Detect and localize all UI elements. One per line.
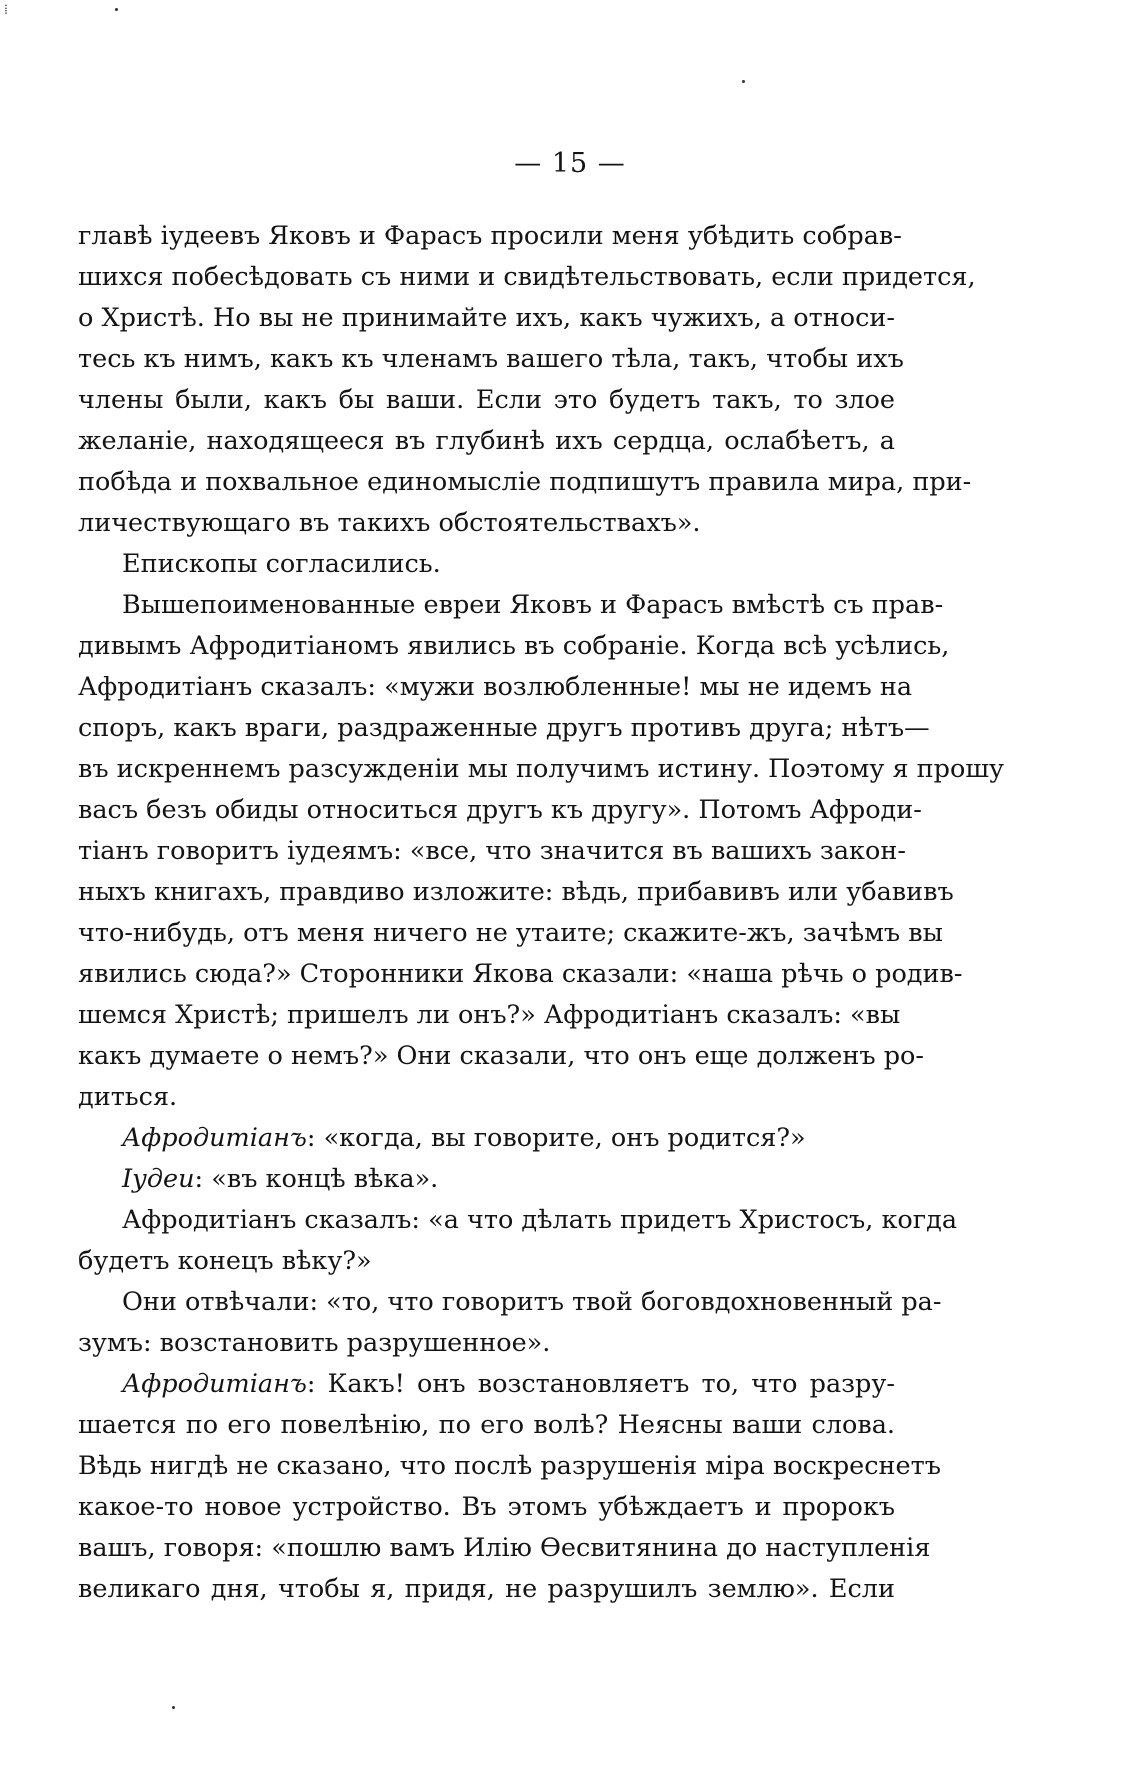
dialogue-text: : «въ концѣ вѣка». bbox=[194, 1164, 439, 1194]
scan-speck bbox=[172, 1706, 175, 1709]
dialogue-text: : «когда, вы говорите, онъ родится?» bbox=[306, 1123, 806, 1153]
text-line: тіанъ говоритъ іудеямъ: «все, что значится въ вашихъ закон- bbox=[78, 836, 906, 866]
page-number: — 15 — bbox=[514, 148, 626, 179]
speaker-name: Афродитіанъ bbox=[122, 1369, 307, 1399]
text-line: зумъ: возстановить разрушенное». bbox=[78, 1328, 551, 1358]
dialogue-line bbox=[78, 1364, 895, 1405]
dialogue-line bbox=[78, 1118, 895, 1159]
text-line: члены были, какъ бы ваши. Если это будетъ такъ, то злое bbox=[78, 385, 895, 415]
speaker-name: Афродитіанъ bbox=[122, 1123, 307, 1153]
text-line: споръ, какъ враги, раздраженные другъ противъ друга; нѣтъ— bbox=[78, 713, 930, 743]
text-line: побѣда и похвальное единомысліе подпишутъ правила мира, при- bbox=[78, 467, 972, 497]
text-line: диться. bbox=[78, 1082, 178, 1112]
text-line: Афродитіанъ сказалъ: «мужи возлюбленные! мы не идемъ на bbox=[78, 672, 913, 702]
dialogue-text: : Какъ! онъ возстановляетъ то, что разру- bbox=[306, 1369, 895, 1399]
text-line: Вѣдь нигдѣ не сказано, что послѣ разрушенія міра воскреснетъ bbox=[78, 1451, 941, 1481]
speaker-name: Іудеи bbox=[122, 1164, 195, 1194]
text-line: тесь къ нимъ, какъ къ членамъ вашего тѣла, такъ, чтобы ихъ bbox=[78, 344, 904, 374]
scan-speck-mark: ⁞ bbox=[4, 2, 8, 18]
dialogue-line bbox=[78, 1159, 895, 1200]
text-line: въ искреннемъ разсужденіи мы получимъ истину. Поэтому я прошу bbox=[78, 754, 1005, 784]
text-line: шемся Христѣ; пришелъ ли онъ?» Афродитіанъ сказалъ: «вы bbox=[78, 1000, 901, 1030]
scan-speck bbox=[742, 80, 745, 83]
page-body-text bbox=[78, 216, 1005, 1610]
text-line: шихся побесѣдовать съ ними и свидѣтельствовать, если придется, bbox=[78, 262, 976, 292]
text-line: желаніе, находящееся въ глубинѣ ихъ сердца, ослабѣетъ, а bbox=[78, 426, 895, 456]
text-line: о Христѣ. Но вы не принимайте ихъ, какъ чужихъ, а относи- bbox=[78, 303, 895, 333]
text-line: великаго дня, чтобы я, придя, не разрушилъ землю». Если bbox=[78, 1574, 895, 1604]
text-line: шается по его повелѣнію, по его волѣ? Неясны ваши слова. bbox=[78, 1410, 895, 1440]
paragraph-line: Епископы согласились. bbox=[122, 549, 441, 579]
text-line: васъ безъ обиды относиться другъ къ другу». Потомъ Афроди- bbox=[78, 795, 922, 825]
paragraph-line: Они отвѣчали: «то, что говоритъ твой боговдохновенный ра- bbox=[122, 1287, 942, 1317]
text-line: явились сюда?» Сторонники Якова сказали: «наша рѣчь о родив- bbox=[78, 959, 963, 989]
paragraph-line: Афродитіанъ сказалъ: «а что дѣлать придетъ Христосъ, когда bbox=[122, 1205, 958, 1235]
text-line: вашъ, говоря: «пошлю вамъ Илію Ѳесвитянина до наступленія bbox=[78, 1533, 931, 1563]
text-line: что-нибудь, отъ меня ничего не утаите; скажите-жъ, зачѣмъ вы bbox=[78, 918, 943, 948]
text-line: какое-то новое устройство. Въ этомъ убѣждаетъ и пророкъ bbox=[78, 1492, 895, 1522]
text-line: какъ думаете о немъ?» Они сказали, что онъ еще долженъ ро- bbox=[78, 1041, 924, 1071]
text-line: дивымъ Афродитіаномъ явились въ собраніе. Когда всѣ усѣлись, bbox=[78, 631, 950, 661]
paragraph-line: Вышепоименованные евреи Яковъ и Фарасъ вмѣстѣ съ прав- bbox=[122, 590, 944, 620]
text-line: будетъ конецъ вѣку?» bbox=[78, 1246, 372, 1276]
text-line: главѣ іудеевъ Яковъ и Фарасъ просили меня убѣдить собрав- bbox=[78, 221, 902, 251]
scan-speck bbox=[115, 8, 118, 11]
text-line: личествующаго въ такихъ обстоятельствахъ». bbox=[78, 508, 701, 538]
text-line: ныхъ книгахъ, правдиво изложите: вѣдь, прибавивъ или убавивъ bbox=[78, 877, 954, 907]
